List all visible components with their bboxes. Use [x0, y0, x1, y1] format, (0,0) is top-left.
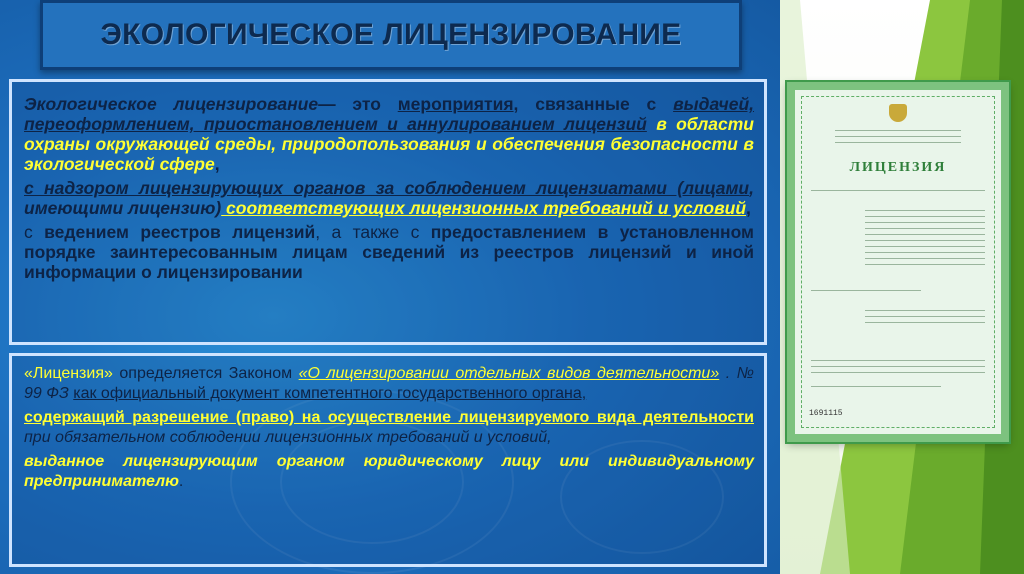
slide-title: ЭКОЛОГИЧЕСКОЕ ЛИЦЕНЗИРОВАНИЕ — [100, 18, 682, 51]
certificate-line — [835, 136, 961, 137]
item-registry-info: предоставлением в установленном порядке заинтересованным лицам сведений из реестров лицензий и иной информации о лицензировании — [24, 222, 754, 282]
certificate-line — [865, 322, 985, 323]
definition-paragraph — [24, 94, 754, 174]
certificate-line — [865, 240, 985, 241]
license-description: как официальный документ компетентного государственного органа, — [73, 385, 587, 402]
item-supervision: с надзором лицензирующих органов за соблюдением лицензиатами (лицами — [24, 178, 750, 198]
certificate-line — [865, 228, 985, 229]
license-conditions: при обязательном соблюдении лицензионных требований и условий, — [24, 429, 552, 446]
decorative-sidebar — [780, 0, 1024, 574]
supervision-paragraph — [24, 178, 754, 218]
certificate-line — [811, 386, 941, 387]
certificate-line — [865, 216, 985, 217]
license-permission: содержащий разрешение (право) на осуществление лицензируемого вида деятельности — [24, 409, 754, 426]
certificate-line — [865, 316, 985, 317]
license-term: «Лицензия» — [24, 365, 113, 382]
certificate-line — [865, 222, 985, 223]
item-registry-also: , а также с — [315, 222, 420, 242]
emblem-icon — [889, 104, 907, 122]
certificate-number: 1691115 — [809, 409, 843, 418]
certificate-title: ЛИЦЕНЗИЯ — [849, 160, 947, 175]
certificate-line — [811, 360, 985, 361]
comma: , — [746, 198, 751, 218]
certificate-line — [865, 210, 985, 211]
title-box — [40, 0, 742, 70]
comma: , — [214, 154, 220, 174]
definition-rest: , связанные с — [513, 94, 657, 114]
item-registry-prefix: с — [24, 222, 33, 242]
certificate-line — [811, 372, 985, 373]
certificate-line — [865, 252, 985, 253]
period: . — [178, 473, 184, 490]
item-supervision-licensees: , имеющими лицензию) — [24, 178, 754, 218]
item-issuance: выдачей, переоформлением, приостановлением и аннулированием лицензий — [24, 94, 754, 134]
license-paragraph — [24, 364, 754, 404]
permission-paragraph — [24, 408, 754, 448]
item-registry: ведением реестров лицензий — [32, 222, 316, 242]
license-issued: выданное лицензирующим органом юридическому лицу или индивидуальному предпринимателю — [24, 453, 754, 490]
definition-dash: — это — [318, 94, 381, 114]
law-number: . № 99 ФЗ — [24, 365, 754, 402]
certificate-line — [865, 264, 985, 265]
certificate-line — [865, 246, 985, 247]
definition-term: Экологическое лицензирование — [24, 94, 319, 114]
certificate-border — [801, 96, 995, 428]
definition-link: мероприятия — [397, 94, 514, 114]
item-supervision-requirements: соответствующих лицензионных требований и условий — [221, 198, 747, 218]
registry-paragraph — [24, 222, 754, 282]
certificate-line — [865, 258, 985, 259]
certificate-line — [835, 142, 961, 143]
certificate-line — [811, 366, 985, 367]
certificate-line — [811, 290, 921, 291]
certificate-line — [865, 234, 985, 235]
license-defined: определяется Законом — [112, 365, 299, 382]
certificate-line — [835, 130, 961, 131]
definition-box — [9, 79, 767, 345]
item-issuance-scope: в области охраны окружающей среды, природопользования и обеспечения безопасности в экологической сфере — [24, 114, 754, 174]
license-certificate-image — [787, 82, 1009, 442]
certificate-line — [865, 310, 985, 311]
certificate-line — [811, 190, 985, 191]
license-box — [9, 353, 767, 567]
issued-paragraph — [24, 452, 754, 492]
law-title: «О лицензировании отдельных видов деятельности» — [298, 365, 720, 382]
